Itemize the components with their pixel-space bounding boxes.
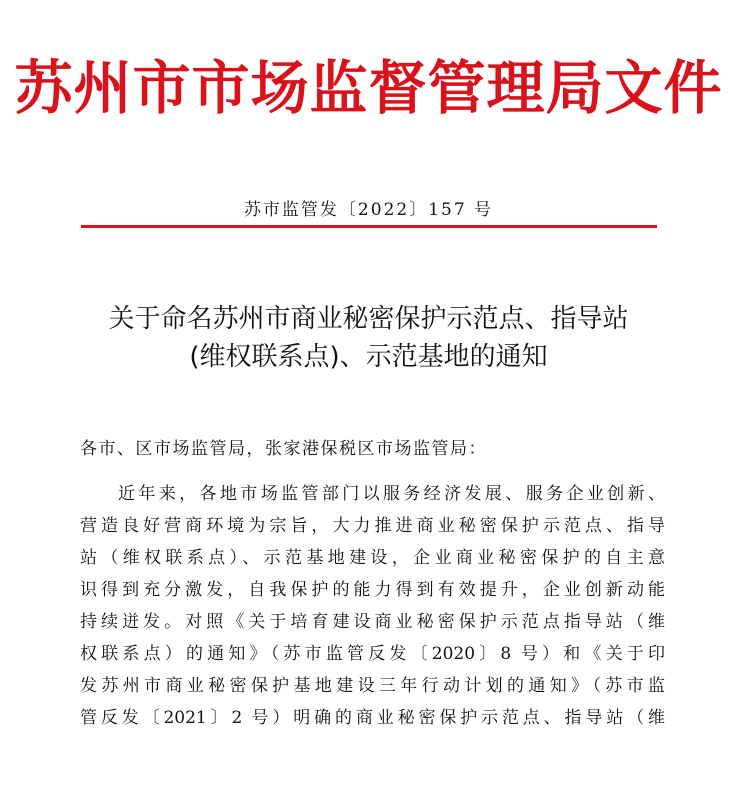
body-line: 管反发〔2021〕2 号）明确的商业秘密保护示范点、指导站（维 bbox=[80, 708, 665, 728]
document-number: 苏市监管发〔2022〕157 号 bbox=[243, 200, 494, 220]
body-line: 识得到充分激发，自我保护的能力得到有效提升，企业创新动能 bbox=[80, 580, 665, 600]
body-paragraph bbox=[80, 478, 665, 734]
body-line: 权联系点）的通知》（苏市监管反发〔2020〕8 号）和《关于印 bbox=[80, 644, 665, 664]
red-divider-line bbox=[81, 225, 657, 228]
body-line: 近年来，各地市场监管部门以服务经济发展、服务企业创新、 bbox=[118, 484, 665, 504]
body-line: 持续迸发。对照《关于培育建设商业秘密保护示范点指导站（维 bbox=[80, 612, 665, 632]
masthead-title: 苏州市市场监督管理局文件 bbox=[14, 54, 723, 122]
body-line: 发苏州市商业秘密保护基地建设三年行动计划的通知》（苏市监 bbox=[80, 676, 665, 696]
body-line: 站（维权联系点）、示范基地建设，企业商业秘密保护的自主意 bbox=[80, 548, 665, 568]
salutation: 各市、区市场监管局，张家港保税区市场监管局： bbox=[80, 439, 487, 459]
body-line: 营造良好营商环境为宗旨，大力推进商业秘密保护示范点、指导 bbox=[80, 516, 665, 536]
notice-title-line-2: (维权联系点)、示范基地的通知 bbox=[189, 342, 548, 372]
notice-title bbox=[40, 300, 697, 376]
notice-title-line-1: 关于命名苏州市商业秘密保护示范点、指导站 bbox=[108, 304, 629, 334]
